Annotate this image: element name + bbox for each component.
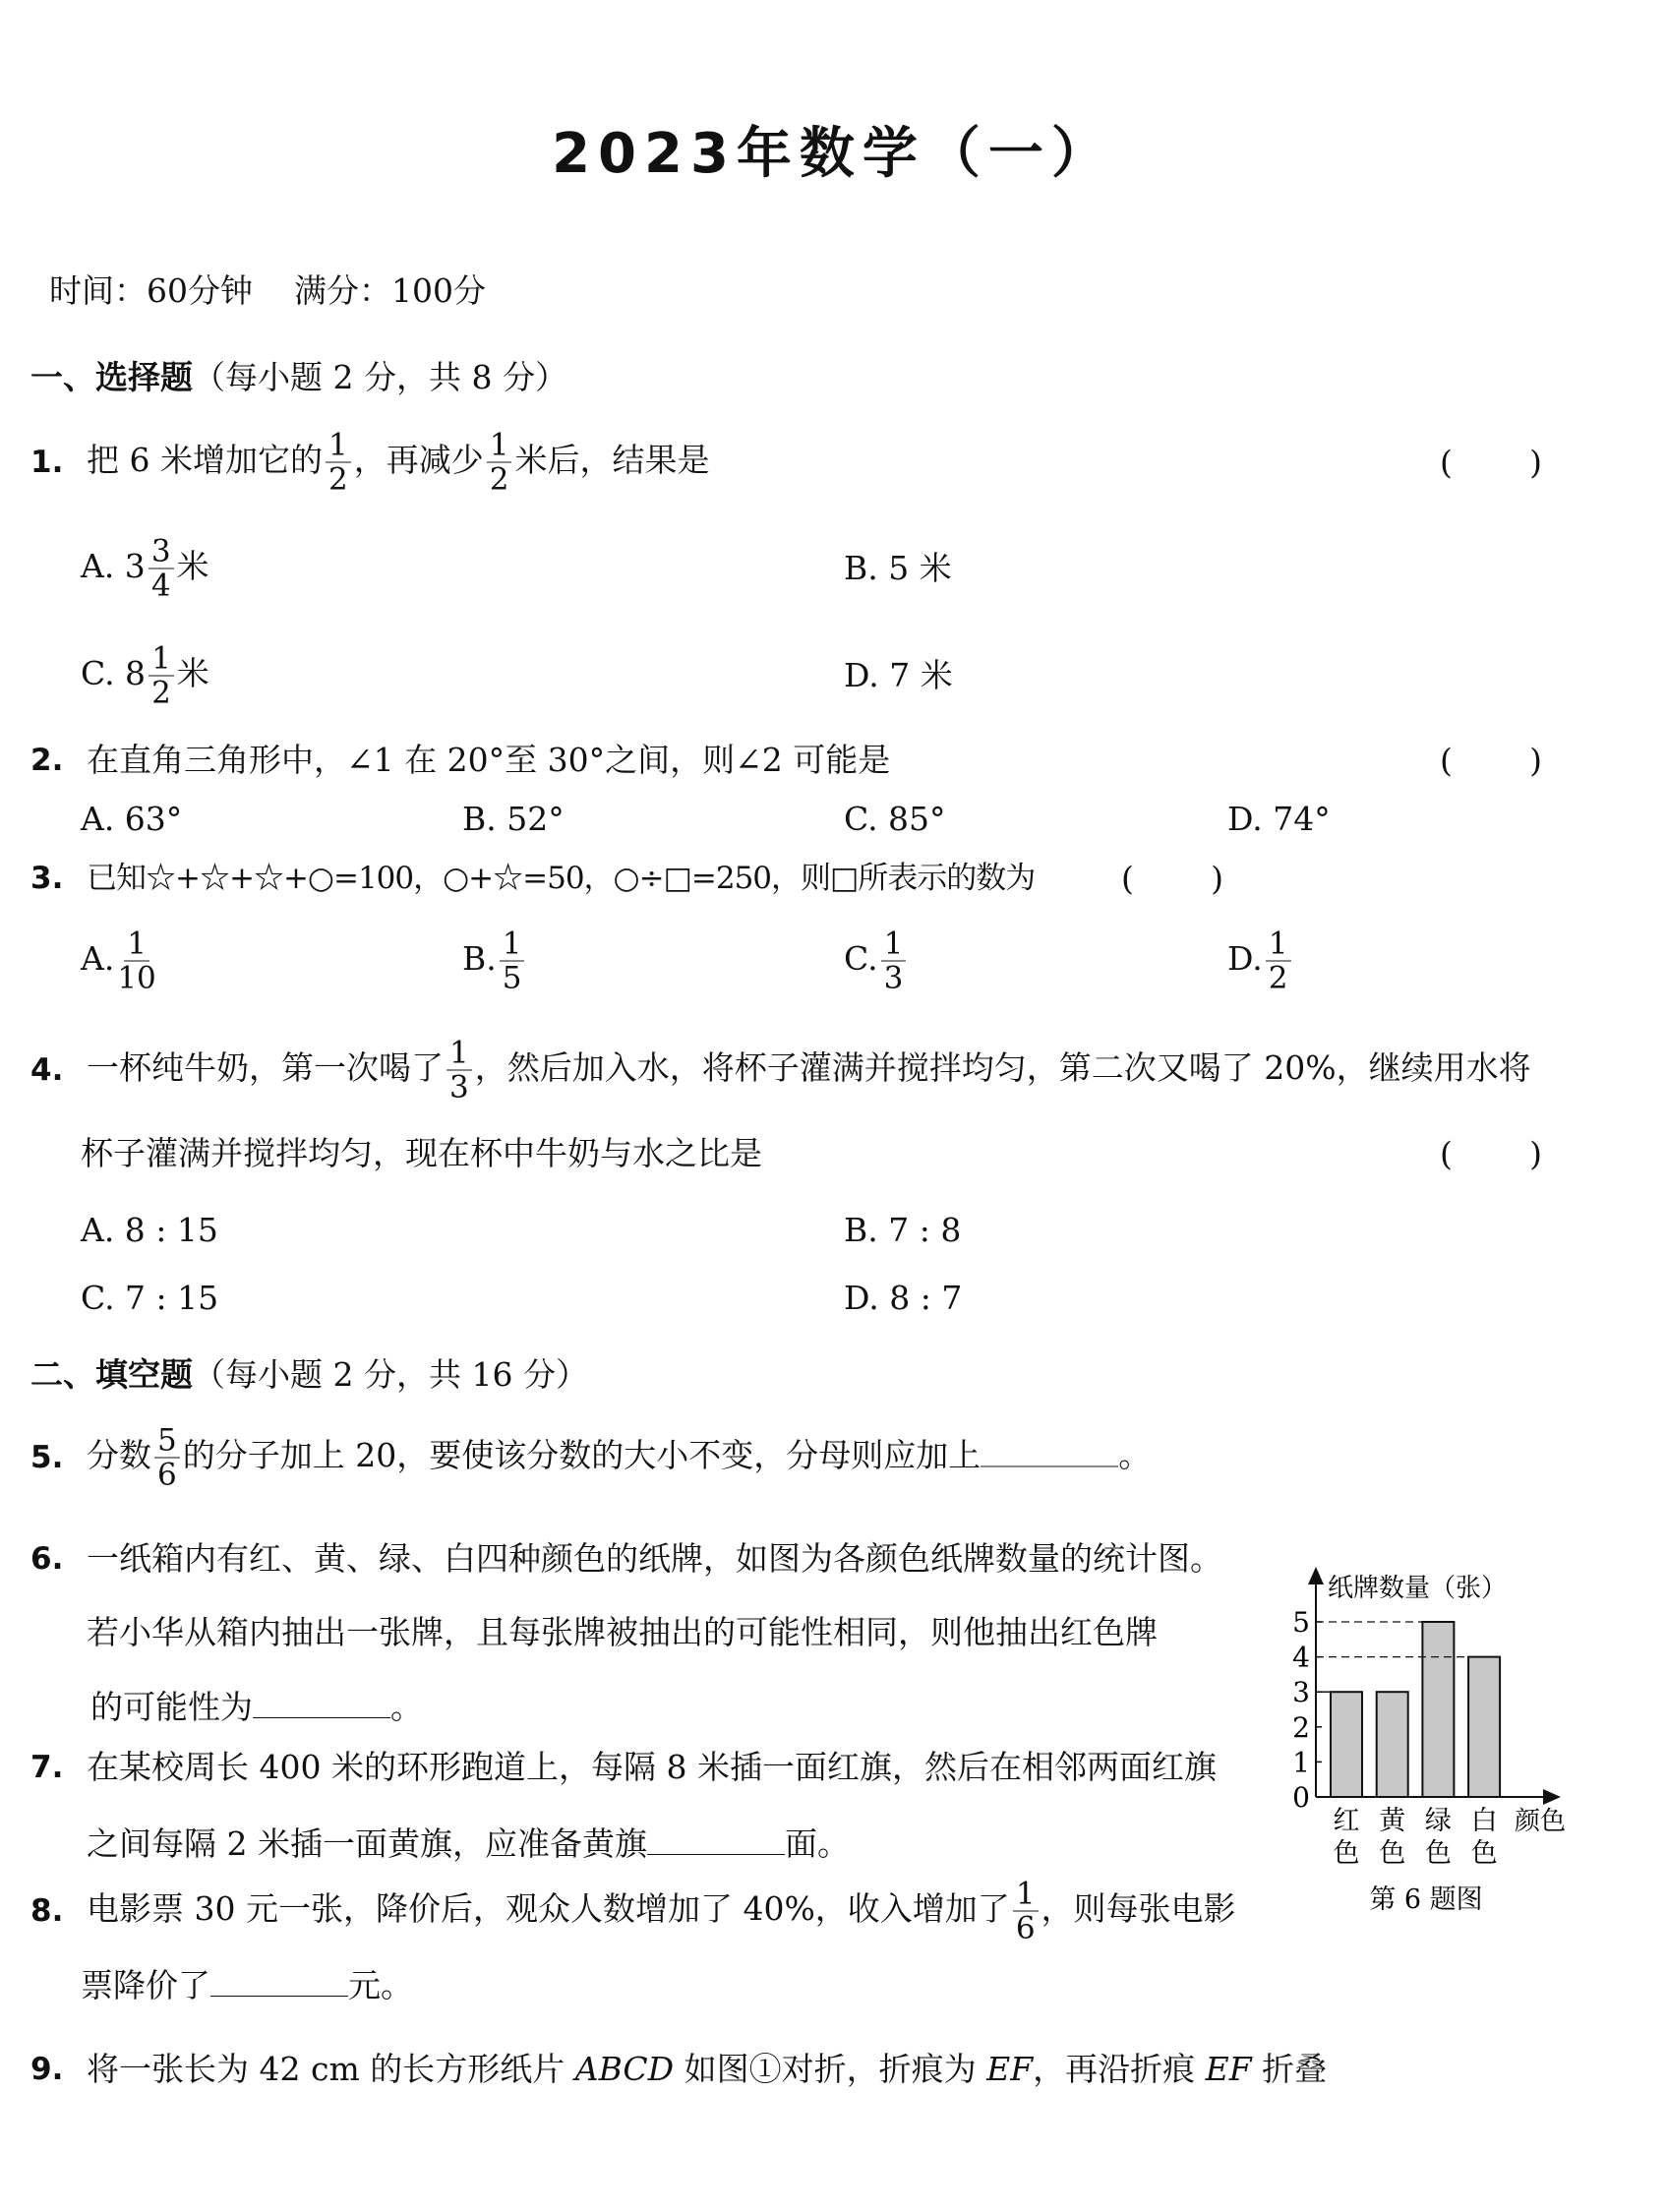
- x-tick-label: 黄: [1379, 1806, 1406, 1836]
- question-number: 7.: [30, 1750, 64, 1785]
- text: D. 74°: [1227, 800, 1331, 838]
- fraction: [1266, 927, 1291, 995]
- text: 的可能性为: [90, 1688, 253, 1726]
- paren-close: ): [1529, 443, 1542, 482]
- question-9-stem: [87, 2050, 1327, 2089]
- question-6-stem: [87, 1539, 1222, 1579]
- answer-paren[interactable]: [1440, 1135, 1542, 1173]
- option-b[interactable]: [462, 800, 565, 839]
- question-4-stem: [87, 1037, 1531, 1105]
- text: 面。: [784, 1824, 850, 1863]
- answer-blank[interactable]: [981, 1436, 1118, 1466]
- option-a[interactable]: [81, 800, 182, 839]
- option-c[interactable]: [81, 642, 209, 710]
- denominator: 2: [489, 461, 509, 498]
- exam-score: 满分：100分: [293, 271, 486, 310]
- text: B. 52°: [462, 800, 565, 838]
- paren-close: ): [1529, 1134, 1542, 1173]
- fraction: [1013, 1878, 1039, 1945]
- text: 。: [1118, 1436, 1152, 1474]
- paren-open: (: [1121, 859, 1134, 898]
- question-number: 1.: [30, 445, 64, 480]
- text: D. 8 : 7: [844, 1279, 963, 1317]
- question-7-stem-line2: [87, 1824, 850, 1864]
- question-number: 5.: [30, 1440, 64, 1475]
- text: A.: [81, 939, 115, 978]
- math-label: EF: [1205, 2050, 1252, 2088]
- numerator: 1: [487, 429, 512, 463]
- option-a[interactable]: [81, 535, 209, 603]
- option-c[interactable]: [844, 927, 909, 995]
- text: C. 7 : 15: [81, 1279, 219, 1317]
- x-axis-label: 颜色: [1515, 1807, 1567, 1836]
- bar-3: [1468, 1657, 1500, 1797]
- numerator: 1: [1013, 1878, 1039, 1912]
- exam-meta: [49, 271, 486, 311]
- math-label: ABCD: [574, 2050, 675, 2088]
- paren-open: (: [1440, 443, 1453, 482]
- question-number: 2.: [30, 743, 64, 778]
- denominator: 2: [151, 675, 171, 711]
- question-2-stem: [87, 741, 890, 780]
- text: 米: [176, 654, 209, 692]
- text: ，则每张电影: [1041, 1889, 1236, 1928]
- numerator: 1: [1266, 927, 1291, 962]
- page-title: 2023年数学（一）: [552, 122, 1114, 186]
- question-number: 8.: [30, 1893, 64, 1929]
- question-4-stem-line2: [81, 1134, 762, 1173]
- bar-0: [1331, 1692, 1362, 1797]
- text: C. 85°: [844, 800, 946, 838]
- question-number: 4.: [30, 1052, 64, 1088]
- fraction: [500, 927, 525, 995]
- denominator: 6: [1015, 1910, 1036, 1946]
- y-tick-label: 3: [1292, 1676, 1310, 1709]
- text: 在某校周长 400 米的环形跑道上，每隔 8 米插一面红旗，然后在相邻两面红旗: [87, 1748, 1217, 1786]
- text: C. 8: [81, 654, 147, 692]
- y-tick-label: 4: [1292, 1641, 1310, 1674]
- text: ，再沿折痕: [1033, 2050, 1206, 2088]
- fraction: [154, 1424, 180, 1492]
- chart-caption: 第 6 题图: [1369, 1884, 1483, 1915]
- x-tick-label: 白: [1470, 1806, 1498, 1836]
- answer-blank[interactable]: [210, 1966, 348, 1997]
- text: 分数: [87, 1436, 151, 1474]
- section-note: （每小题 2 分，共 16 分）: [193, 1355, 588, 1394]
- text: 若小华从箱内抽出一张牌，且每张牌被抽出的可能性相同，则他抽出红色牌: [87, 1613, 1158, 1651]
- option-d[interactable]: [1227, 800, 1331, 839]
- bar-2: [1422, 1622, 1454, 1797]
- question-8-stem-line2: [81, 1966, 413, 2005]
- x-tick-label: 色: [1379, 1838, 1406, 1869]
- answer-blank[interactable]: [647, 1824, 785, 1855]
- text: B. 7 : 8: [844, 1211, 962, 1249]
- answer-paren[interactable]: [1440, 742, 1542, 780]
- text: 。: [390, 1688, 423, 1726]
- denominator: 2: [327, 461, 348, 498]
- section-label: 二、填空题: [30, 1355, 193, 1394]
- option-d[interactable]: [844, 656, 953, 695]
- y-axis-label: 纸牌数量（张）: [1328, 1574, 1508, 1603]
- question-8-stem: [87, 1878, 1236, 1945]
- option-c[interactable]: [844, 800, 946, 839]
- text: 如图①对折，折痕为: [674, 2050, 987, 2088]
- question-5-stem: [87, 1424, 1151, 1492]
- section-fill: [30, 1355, 588, 1395]
- x-tick-label: 色: [1470, 1838, 1498, 1869]
- numerator: 1: [500, 927, 525, 962]
- section-label: 一、选择题: [30, 358, 193, 396]
- answer-paren[interactable]: [1440, 444, 1542, 482]
- option-c[interactable]: [81, 1279, 218, 1318]
- text: 元。: [348, 1966, 413, 2004]
- question-6-stem-line3: [90, 1688, 423, 1727]
- y-tick-label: 0: [1292, 1781, 1310, 1814]
- text: 米: [176, 547, 209, 585]
- bar-1: [1377, 1692, 1408, 1797]
- text: 的分子加上 20，要使该分数的大小不变，分母则应加上: [182, 1436, 982, 1474]
- answer-paren[interactable]: [1121, 860, 1223, 898]
- paren-close: ): [1211, 859, 1223, 898]
- text: A. 63°: [81, 800, 183, 838]
- numerator: 1: [446, 1037, 472, 1071]
- math-label: EF: [986, 2050, 1034, 2088]
- text: 一纸箱内有红、黄、绿、白四种颜色的纸牌，如图为各颜色纸牌数量的统计图。: [87, 1539, 1222, 1578]
- numerator: 1: [326, 429, 351, 463]
- paren-close: ): [1529, 741, 1542, 780]
- text: 折叠: [1251, 2050, 1328, 2088]
- text: 杯子灌满并搅拌均匀，现在杯中牛奶与水之比是: [81, 1134, 762, 1172]
- answer-blank[interactable]: [253, 1688, 390, 1718]
- option-d[interactable]: [844, 1279, 962, 1318]
- fraction: [149, 535, 174, 603]
- option-d[interactable]: [1227, 927, 1294, 995]
- numerator: 5: [154, 1424, 180, 1459]
- section-note: （每小题 2 分，共 8 分）: [193, 358, 567, 396]
- option-a[interactable]: [81, 927, 159, 995]
- fraction: [326, 429, 351, 497]
- denominator: 3: [883, 960, 904, 996]
- text: 已知☆+☆+☆+○=100，○+☆=50，○÷□=250，则□所表示的数为: [87, 861, 1036, 896]
- x-tick-label: 色: [1424, 1838, 1452, 1869]
- question-number: 9.: [30, 2052, 64, 2087]
- question-6-stem-line2: [87, 1613, 1158, 1652]
- question-number: 3.: [30, 861, 64, 896]
- text: A. 8 : 15: [81, 1211, 218, 1249]
- text: C.: [844, 939, 878, 978]
- text: 将一张长为 42 cm 的长方形纸片: [87, 2050, 575, 2088]
- fraction: [117, 927, 155, 995]
- text: A. 3: [81, 547, 146, 585]
- denominator: 2: [1268, 960, 1288, 996]
- question-1-stem: [87, 429, 709, 497]
- text: B. 5 米: [844, 549, 952, 587]
- option-b[interactable]: [462, 927, 527, 995]
- x-tick-label: 色: [1333, 1838, 1360, 1869]
- option-b[interactable]: [844, 1211, 961, 1250]
- question-7-stem: [87, 1748, 1217, 1787]
- y-tick-label: 5: [1292, 1606, 1310, 1639]
- y-tick-label: 1: [1292, 1746, 1310, 1779]
- fraction: [881, 927, 907, 995]
- text: 米后，结果是: [514, 441, 710, 479]
- paren-open: (: [1440, 1134, 1453, 1173]
- denominator: 4: [150, 568, 171, 604]
- numerator: 1: [149, 642, 174, 677]
- paren-open: (: [1440, 741, 1453, 780]
- x-tick-label: 红: [1333, 1806, 1360, 1836]
- question-3-stem: [87, 859, 1035, 898]
- numerator: 1: [881, 927, 907, 962]
- y-tick-label: 2: [1292, 1710, 1310, 1744]
- question-number: 6.: [30, 1541, 64, 1577]
- exam-time: 时间：60分钟: [49, 271, 253, 310]
- text: 电影票 30 元一张，降价后，观众人数增加了 40%，收入增加了: [87, 1889, 1010, 1928]
- text: 把 6 米增加它的: [87, 441, 323, 479]
- option-a[interactable]: [81, 1211, 218, 1250]
- text: B.: [462, 939, 497, 978]
- section-choice: [30, 358, 567, 397]
- text: 票降价了: [81, 1966, 210, 2004]
- text: D. 7 米: [844, 656, 953, 694]
- fraction: [446, 1037, 472, 1105]
- denominator: 5: [502, 960, 522, 996]
- x-tick-label: 绿: [1424, 1806, 1452, 1836]
- denominator: 10: [117, 960, 156, 996]
- text: 在直角三角形中，∠1 在 20°至 30°之间，则∠2 可能是: [87, 741, 891, 779]
- text: D.: [1227, 939, 1263, 978]
- fraction: [149, 642, 174, 710]
- option-b[interactable]: [844, 549, 952, 588]
- fraction: [487, 429, 512, 497]
- denominator: 6: [157, 1457, 177, 1493]
- numerator: 1: [124, 927, 149, 962]
- denominator: 3: [449, 1069, 469, 1106]
- text: 之间每隔 2 米插一面黄旗，应准备黄旗: [87, 1824, 647, 1863]
- text: 一杯纯牛奶，第一次喝了: [87, 1048, 444, 1087]
- text: ，然后加入水，将杯子灌满并搅拌均匀，第二次又喝了 20%，继续用水将: [474, 1048, 1531, 1087]
- text: ，再减少: [353, 441, 484, 479]
- numerator: 3: [149, 535, 174, 569]
